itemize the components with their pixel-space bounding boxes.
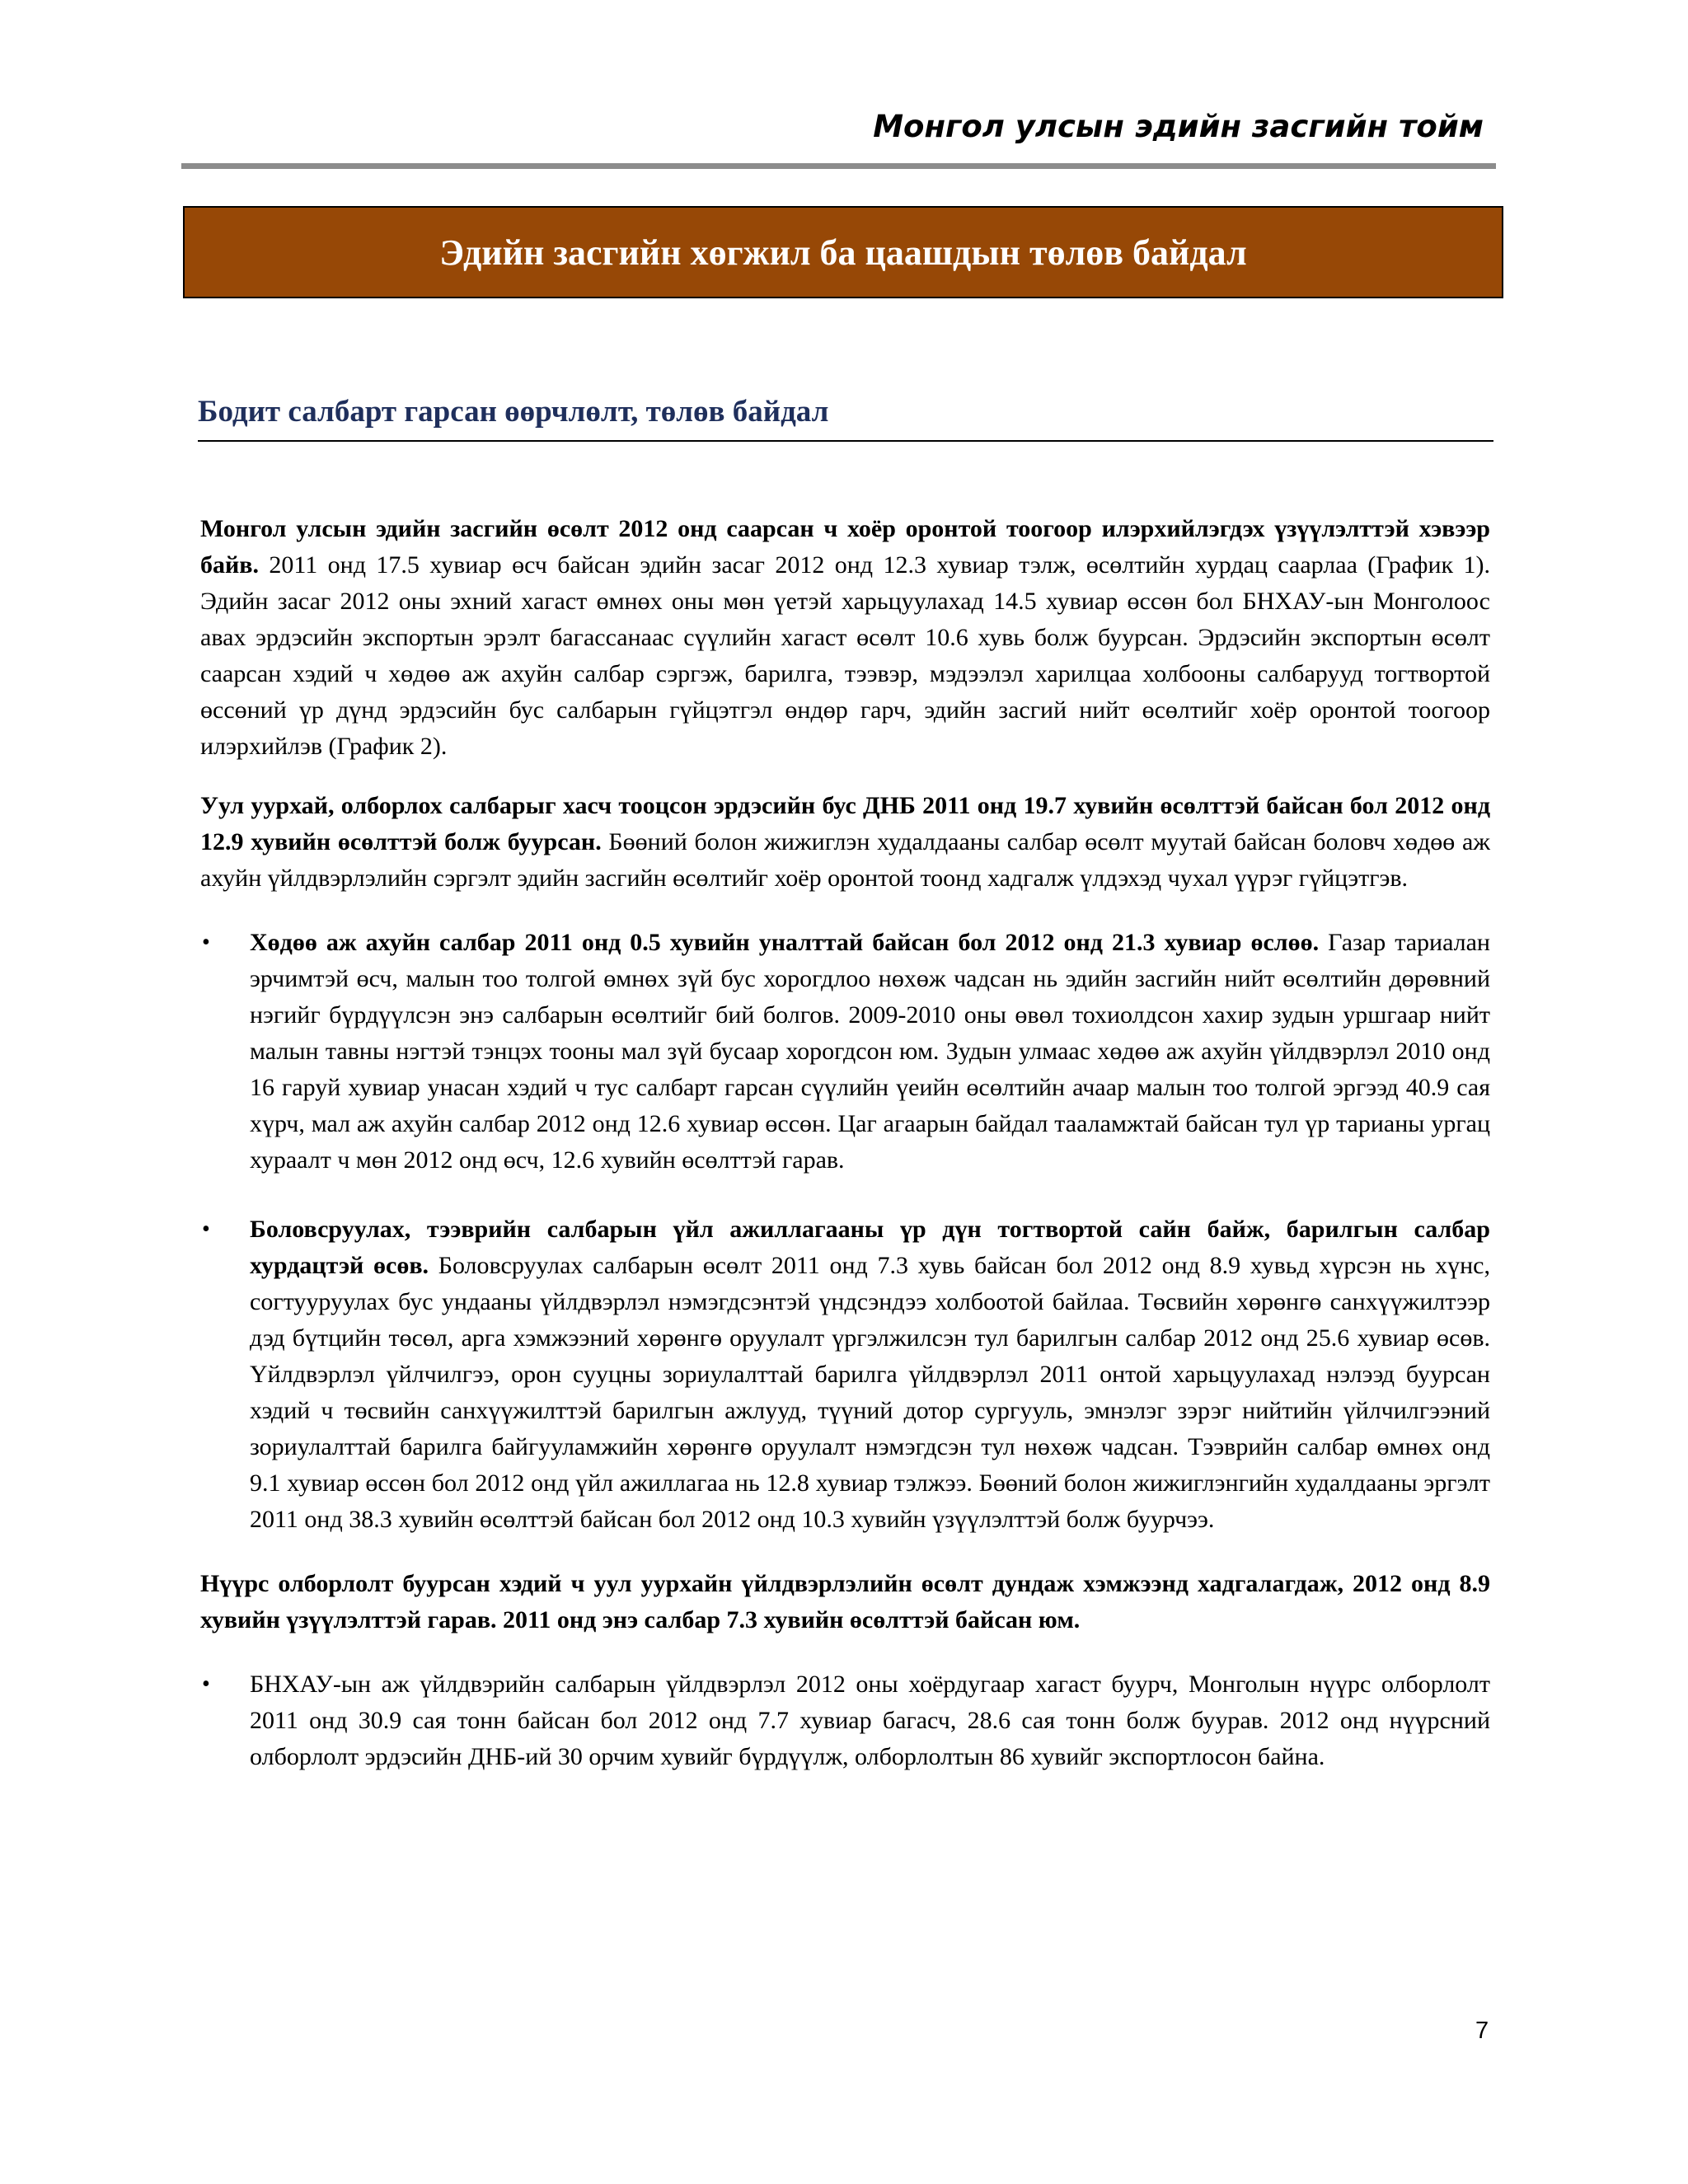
section-heading: Бодит салбарт гарсан өөрчлөлт, төлөв байдал bbox=[198, 395, 829, 429]
bullet-item bbox=[200, 1666, 1490, 1775]
bullet-text: Боловсруулах салбарын өсөлт 2011 онд 7.3 хувь байсан бол 2012 онд 8.9 хувьд хүрсэн нь хүнс, согтууруулах бус ундааны үйлдвэрлэл нэмэгдсэнтэй үндсэндээ холбоотой байлаа. Төсвийн хөрөнгө санхүүжилтээр дэд бүтцийн төсөл, арга хэмжээний хөрөнгө оруулалт үргэлжилсэн тул барилгын салбар 2012 онд 25.6 хувиар өсөв. Үйлдвэрлэл үйлчилгээ, орон сууцны зориулалттай барилга үйлдвэрлэл 2011 онтой харьцуулахад нэлээд буурсан хэдий ч төсвийн санхүүжилттэй барилгын ажлууд, түүний дотор сургууль, эмнэлэг зэрэг нийтийн үйлчилгээний зориулалттай барилга байгууламжийн хөрөнгө оруулалт нэмэгдсэн тул нөхөж чадсан. Тээврийн салбар өмнөх онд 9.1 хувиар өссөн бол 2012 онд үйл ажиллагаа нь 12.8 хувиар тэлжээ. Бөөний болон жижиглэнгийн худалдааны эргэлт 2011 онд 38.3 хувийн өсөлттэй байсан бол 2012 онд 10.3 хувийн үзүүлэлттэй болж буурчээ. bbox=[250, 1252, 1490, 1533]
section-rule bbox=[198, 440, 1493, 442]
paragraph-lead: Уул уурхай, олборлох салбарыг хасч тооцсон эрдэсийн бус ДНБ 2011 онд 19.7 хувийн өсөлттэй байсан бол 2012 онд 12.9 хувийн өсөлттэй болж буурсан. bbox=[200, 792, 1490, 855]
paragraph-text: Бөөний болон жижиглэн худалдааны салбар өсөлт муутай байсан боловч хөдөө аж ахуйн үйлдвэрлэлийн сэргэлт эдийн засгийн өсөлтийг хоёр оронтой тоонд хадгалж үлдэхэд чухал үүрэг гүйцэтгэв. bbox=[200, 828, 1490, 892]
paragraph-text: 2011 онд 17.5 хувиар өсч байсан эдийн засаг 2012 онд 12.3 хувиар тэлж, өсөлтийн хурдац саарлаа (График 1). Эдийн засаг 2012 оны эхний хагаст өмнөх оны мөн үетэй харьцуулахад 14.5 хувиар өссөн бол БНХАУ-ын Монголоос авах эрдэсийн экспортын эрэлт багассанаас сүүлийн хагаст өсөлт 10.6 хувь болж буурсан. Эрдэсийн экспортын өсөлт саарсан хэдий ч хөдөө аж ахуйн салбар сэргэж, барилга, тээвэр, мэдээлэл харилцаа холбооны салбарууд тогтвортой өссөний үр дүнд эрдэсийн бус салбарын гүйцэтгэл өндөр гарч, эдийн засгий нийт өсөлтийг хоёр оронтой тоогоор илэрхийлэв (График 2). bbox=[200, 551, 1490, 760]
bullet-text: Газар тариалан эрчимтэй өсч, малын тоо толгой өмнөх зүй бус хорогдлоо нөхөж чадсан нь эдийн засгийн нийт өсөлтийн дөрөвний нэгийг бүрдүүлсэн энэ салбарын өсөлтийг бий болгов. 2009-2010 оны өвөл тохиолдсон хахир зудын уршгаар нийт малын тавны нэгтэй тэнцэх тооны мал зүй бусаар хорогдсон юм. Зудын улмаас хөдөө аж ахуйн үйлдвэрлэл 2010 онд 16 гаруй хувиар унасан хэдий ч тус салбарт гарсан сүүлийн үеийн өсөлтийн ачаар малын тоо толгой эргээд 40.9 сая хүрч, мал аж ахуйн салбар 2012 онд 12.6 хувиар өссөн. Цаг агаарын байдал тааламжтай байсан тул үр тарианы ургац хураалт ч мөн 2012 онд өсч, 12.6 хувийн өсөлттэй гарав. bbox=[250, 929, 1490, 1174]
bullet-icon: • bbox=[202, 1216, 210, 1242]
bullet-lead: Боловсруулах, тээврийн салбарын үйл ажиллагааны үр дүн тогтвортой сайн байж, барилгын салбар хурдацтэй өсөв. bbox=[250, 1216, 1490, 1279]
bullet-text: БНХАУ-ын аж үйлдвэрийн салбарын үйлдвэрлэл 2012 оны хоёрдугаар хагаст буурч, Монголын нүүрс олборлолт 2011 онд 30.9 сая тонн байсан бол 2012 онд 7.7 хувиар багасч, 28.6 сая тонн болж буурав. 2012 онд нүүрсний олборлолт эрдэсийн ДНБ-ий 30 орчим хувийг бүрдүүлж, олборлолтын 86 хувийг экспортлосон байна. bbox=[250, 1671, 1490, 1770]
bullet-item bbox=[200, 1212, 1490, 1538]
header-rule bbox=[181, 163, 1496, 169]
bullet-item bbox=[200, 925, 1490, 1179]
paragraph-lead: Нүүрс олборлолт буурсан хэдий ч уул уурхайн үйлдвэрлэлийн өсөлт дундаж хэмжээнд хадгалагдаж, 2012 онд 8.9 хувийн үзүүлэлттэй гарав. 2011 онд энэ салбар 7.3 хувийн өсөлттэй байсан юм. bbox=[200, 1570, 1490, 1633]
bullet-lead: Хөдөө аж ахуйн салбар 2011 онд 0.5 хувийн уналттай байсан бол 2012 онд 21.3 хувиар өслөө. bbox=[250, 929, 1320, 956]
paragraph-lead: Монгол улсын эдийн засгийн өсөлт 2012 онд саарсан ч хоёр оронтой тоогоор илэрхийлэгдэх үзүүлэлттэй хэвээр байв. bbox=[200, 515, 1490, 579]
paragraph bbox=[200, 1566, 1490, 1638]
paragraph bbox=[200, 511, 1490, 765]
page-number: 7 bbox=[1475, 2018, 1489, 2044]
body-content bbox=[200, 511, 1490, 1798]
bullet-icon: • bbox=[202, 930, 210, 955]
title-band: Эдийн засгийн хөгжил ба цаашдын төлөв байдал bbox=[183, 206, 1503, 298]
paragraph bbox=[200, 788, 1490, 897]
bullet-icon: • bbox=[202, 1671, 210, 1697]
running-header: Монгол улсын эдийн засгийн тойм bbox=[873, 109, 1484, 144]
